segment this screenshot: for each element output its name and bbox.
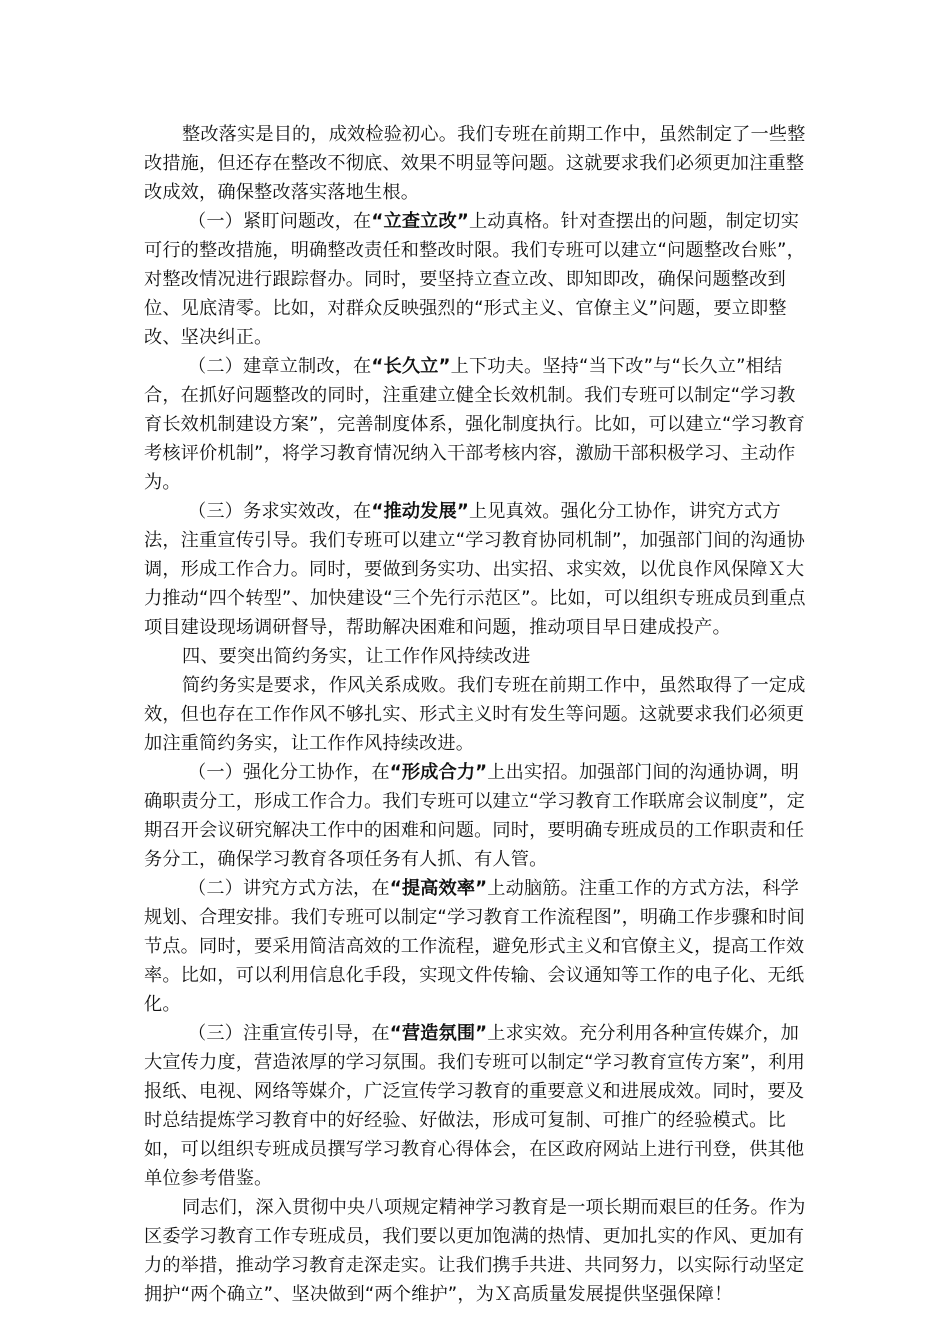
paragraph-simplicity-3 xyxy=(144,1019,808,1193)
paragraph-simplicity-intro xyxy=(144,671,808,758)
paragraph-text: 同志们，深入贯彻中央八项规定精神学习教育是一项长期而艰巨的任务。作为区委学习教育工作专班成员，我们要以更加饱满的热情、更加扎实的作风、更加有力的举措，推动学习教育走深走实。让我们携手共进、共同努力，以实际行动坚定拥护“两个确立”、坚决做到“两个维护”，为Ｘ高质量发展提供坚强保障！ xyxy=(144,1197,806,1305)
section-heading-four xyxy=(144,642,808,671)
paragraph-emphasis: “推动发展” xyxy=(371,501,469,522)
document-body xyxy=(144,120,808,1309)
paragraph-lead: （一）强化分工协作，在 xyxy=(188,762,390,783)
paragraph-rectification-3 xyxy=(144,497,808,642)
paragraph-rectification-intro xyxy=(144,120,808,207)
paragraph-text: 上见真效。强化分工协作，讲究方式方法，注重宣传引导。我们专班可以建立“学习教育协同机制”，加强部门间的沟通协调，形成工作合力。同时，要做到务实功、出实招、求实效，以优良作风保障Ｘ大力推动“四个转型”、加快建设“三个先行示范区”。比如，可以组织专班成员到重点项目建设现场调研督导，帮助解决困难和问题，推动项目早日建成投产。 xyxy=(144,501,806,638)
paragraph-lead: （一）紧盯问题改，在 xyxy=(188,211,372,232)
paragraph-text: 简约务实是要求，作风关系成败。我们专班在前期工作中，虽然取得了一定成效，但也存在工作作风不够扎实、形式主义时有发生等问题。这就要求我们必须更加注重简约务实，让工作作风持续改进。 xyxy=(144,675,806,754)
paragraph-lead: （二）建章立制改，在 xyxy=(188,356,372,377)
paragraph-emphasis: “提高效率” xyxy=(389,878,488,899)
paragraph-simplicity-1 xyxy=(144,758,808,874)
paragraph-emphasis: “营造氛围” xyxy=(389,1023,488,1044)
paragraph-text: 上动真格。针对查摆出的问题，制定切实可行的整改措施，明确整改责任和整改时限。我们专班可以建立“问题整改台账”，对整改情况进行跟踪督办。同时，要坚持立查立改、即知即改，确保问题整改到位、见底清零。比如，对群众反映强烈的“形式主义、官僚主义”问题，要立即整改、坚决纠正。 xyxy=(144,211,805,348)
paragraph-emphasis: “立查立改” xyxy=(371,211,469,232)
paragraph-lead: （三）务求实效改，在 xyxy=(188,501,372,522)
paragraph-text: 上求实效。充分利用各种宣传媒介，加大宣传力度，营造浓厚的学习氛围。我们专班可以制定“学习教育宣传方案”，利用报纸、电视、网络等媒介，广泛宣传学习教育的重要意义和进展成效。同时，要及时总结提炼学习教育中的好经验、好做法，形成可复制、可推广的经验模式。比如，可以组织专班成员撰写学习教育心得体会，在区政府网站上进行刊登，供其他单位参考借鉴。 xyxy=(144,1023,805,1189)
paragraph-emphasis: “形成合力” xyxy=(389,762,488,783)
paragraph-text: 上下功夫。坚持“当下改”与“长久立”相结合，在抓好问题整改的同时，注重建立健全长效机制。我们专班可以制定“学习教育长效机制建设方案”，完善制度体系，强化制度执行。比如，可以建立“学习教育考核评价机制”，将学习教育情况纳入干部考核内容，激励干部积极学习、主动作为。 xyxy=(144,356,805,493)
paragraph-text: 整改落实是目的，成效检验初心。我们专班在前期工作中，虽然制定了一些整改措施，但还存在整改不彻底、效果不明显等问题。这就要求我们必须更加注重整改成效，确保整改落实落地生根。 xyxy=(144,124,806,203)
heading-text: 四、要突出简约务实，让工作作风持续改进 xyxy=(182,646,531,667)
paragraph-closing xyxy=(144,1193,808,1309)
paragraph-simplicity-2 xyxy=(144,874,808,1019)
paragraph-emphasis: “长久立” xyxy=(371,356,451,377)
paragraph-lead: （三）注重宣传引导，在 xyxy=(188,1023,390,1044)
paragraph-text: 上动脑筋。注重工作的方式方法，科学规划、合理安排。我们专班可以制定“学习教育工作流程图”，明确工作步骤和时间节点。同时，要采用简洁高效的工作流程，避免形式主义和官僚主义，提高工作效率。比如，可以利用信息化手段，实现文件传输、会议通知等工作的电子化、无纸化。 xyxy=(144,878,805,1015)
paragraph-lead: （二）讲究方式方法，在 xyxy=(188,878,390,899)
paragraph-rectification-2 xyxy=(144,352,808,497)
paragraph-text: 上出实招。加强部门间的沟通协调，明确职责分工，形成工作合力。我们专班可以建立“学习教育工作联席会议制度”，定期召开会议研究解决工作中的困难和问题。同时，要明确专班成员的工作职责和任务分工，确保学习教育各项任务有人抓、有人管。 xyxy=(144,762,805,870)
paragraph-rectification-1 xyxy=(144,207,808,352)
